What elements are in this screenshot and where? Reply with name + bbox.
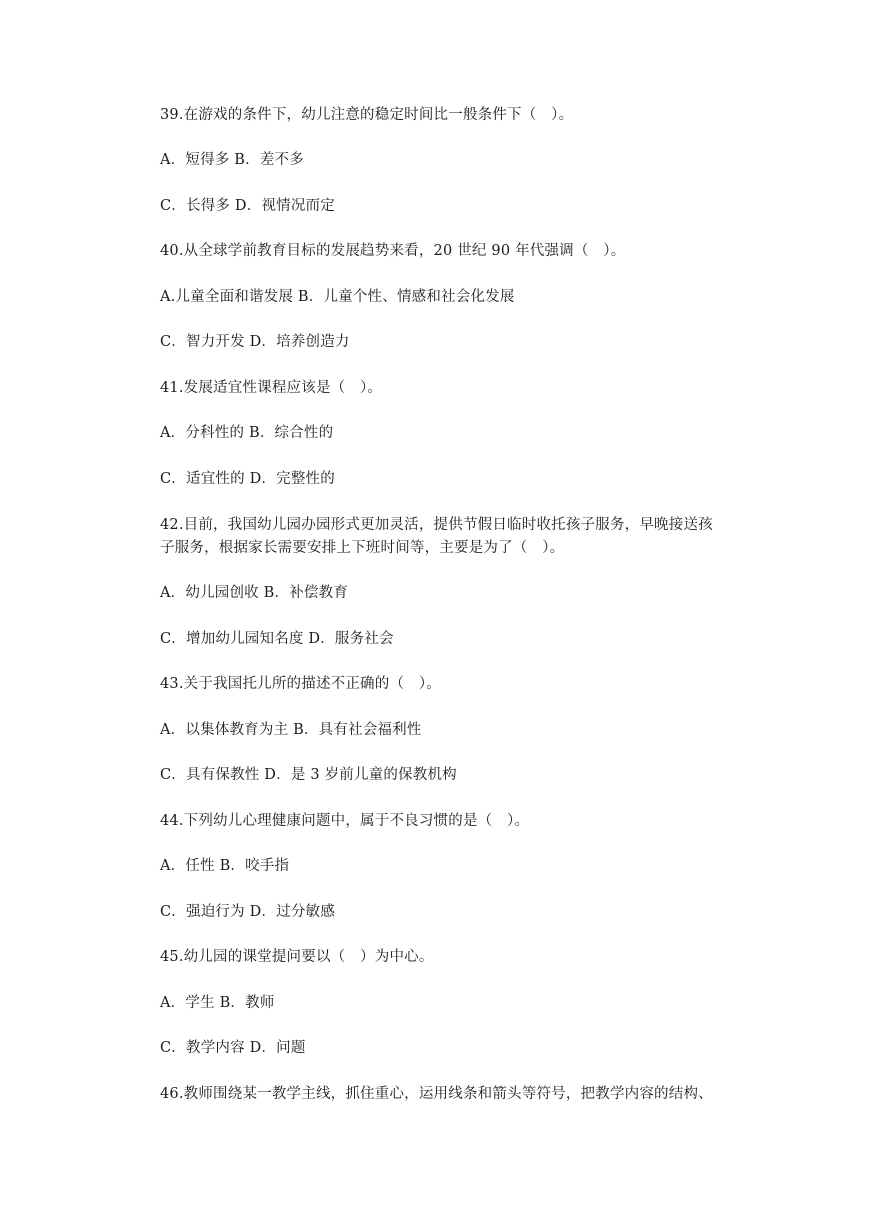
- question-45-stem: 45.幼儿园的课堂提问要以（ ）为中心。: [160, 949, 434, 965]
- question-45-options-cd: C．教学内容 D．问题: [160, 1040, 306, 1056]
- question-46-stem-line-1: 46.教师围绕某一教学主线，抓住重心，运用线条和箭头等符号，把教学内容的结构、: [160, 1086, 713, 1102]
- question-41-options-ab: A．分科性的 B．综合性的: [160, 425, 334, 441]
- question-42-stem-line-2: 子服务，根据家长需要安排上下班时间等，主要是为了（ ）。: [160, 540, 565, 556]
- question-45-options-ab: A．学生 B．教师: [160, 995, 275, 1011]
- question-40-options-ab: A.儿童全面和谐发展 B．儿童个性、情感和社会化发展: [160, 289, 515, 305]
- question-42-options-ab: A．幼儿园创收 B．补偿教育: [160, 585, 349, 601]
- question-39-options-ab: A．短得多 B．差不多: [160, 152, 304, 168]
- question-43-options-ab: A．以集体教育为主 B．具有社会福利性: [160, 722, 422, 738]
- question-41-stem: 41.发展适宜性课程应该是（ ）。: [160, 380, 383, 396]
- question-44-stem: 44.下列幼儿心理健康问题中，属于不良习惯的是（ ）。: [160, 813, 530, 829]
- question-39-options-cd: C．长得多 D．视情况而定: [160, 198, 335, 214]
- question-43-stem: 43.关于我国托儿所的描述不正确的（ ）。: [160, 676, 442, 692]
- question-39-stem: 39.在游戏的条件下，幼儿注意的稳定时间比一般条件下（ ）。: [160, 107, 574, 123]
- question-40-stem: 40.从全球学前教育目标的发展趋势来看，20 世纪 90 年代强调（ ）。: [160, 243, 626, 259]
- question-44-options-cd: C．强迫行为 D．过分敏感: [160, 904, 335, 920]
- question-42-stem-line-1: 42.目前，我国幼儿园办园形式更加灵活，提供节假日临时收托孩子服务，早晚接送孩: [160, 517, 713, 533]
- question-41-options-cd: C．适宜性的 D．完整性的: [160, 471, 335, 487]
- question-43-options-cd: C．具有保教性 D．是 3 岁前儿童的保教机构: [160, 767, 457, 783]
- question-42-options-cd: C．增加幼儿园知名度 D．服务社会: [160, 631, 394, 647]
- question-44-options-ab: A．任性 B．咬手指: [160, 858, 290, 874]
- question-40-options-cd: C．智力开发 D．培养创造力: [160, 334, 350, 350]
